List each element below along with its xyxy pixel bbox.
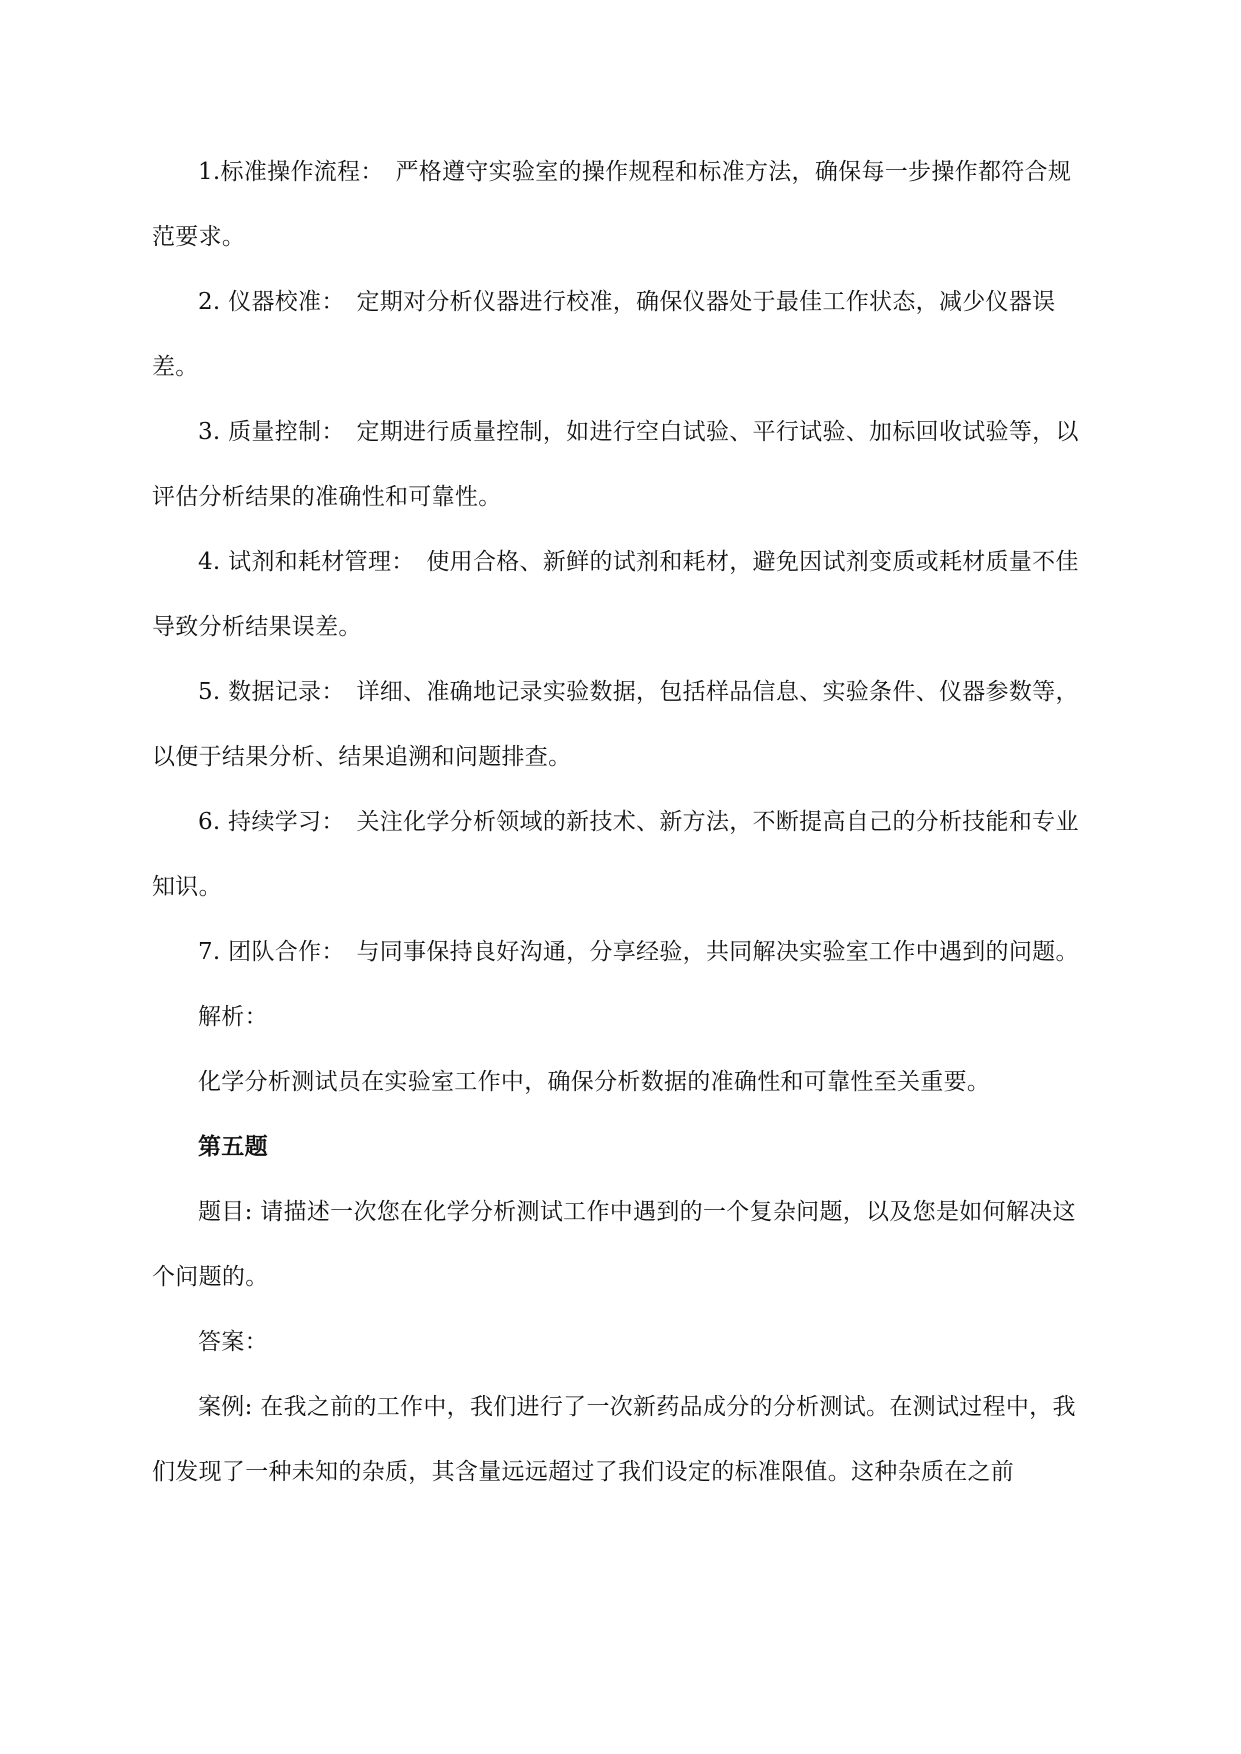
paragraph-reagent-management: 4. 试剂和耗材管理： 使用合格、新鲜的试剂和耗材，避免因试剂变质或耗材质量不佳导致分析结果误差。 bbox=[152, 549, 1079, 640]
paragraph-case: 案例: 在我之前的工作中，我们进行了一次新药品成分的分析测试。在测试过程中，我们发现了一种未知的杂质，其含量远远超过了我们设定的标准限值。这种杂质在之前 bbox=[152, 1394, 1076, 1485]
paragraph-data-recording: 5. 数据记录： 详细、准确地记录实验数据，包括样品信息、实验条件、仪器参数等，以便于结果分析、结果追溯和问题排查。 bbox=[152, 679, 1079, 770]
paragraph-continuous-learning: 6. 持续学习： 关注化学分析领域的新技术、新方法，不断提高自己的分析技能和专业知识。 bbox=[152, 809, 1079, 900]
paragraph-quality-control: 3. 质量控制： 定期进行质量控制，如进行空白试验、平行试验、加标回收试验等，以评估分析结果的准确性和可靠性。 bbox=[152, 419, 1079, 510]
paragraph-standard-procedure: 1.标准操作流程： 严格遵守实验室的操作规程和标准方法，确保每一步操作都符合规范要求。 bbox=[152, 159, 1072, 250]
paragraph-instrument-calibration: 2. 仪器校准： 定期对分析仪器进行校准，确保仪器处于最佳工作状态，减少仪器误差。 bbox=[152, 289, 1056, 380]
section-heading: 第五题 bbox=[198, 1134, 268, 1160]
paragraph-analysis-text: 化学分析测试员在实验室工作中，确保分析数据的准确性和可靠性至关重要。 bbox=[198, 1069, 991, 1095]
paragraph-analysis-label: 解析： bbox=[198, 1004, 268, 1030]
document-body bbox=[152, 140, 1092, 1505]
paragraph-question: 题目: 请描述一次您在化学分析测试工作中遇到的一个复杂问题，以及您是如何解决这个问题的。 bbox=[152, 1199, 1076, 1290]
paragraph-teamwork: 7. 团队合作： 与同事保持良好沟通，分享经验，共同解决实验室工作中遇到的问题。 bbox=[198, 939, 1079, 965]
paragraph-answer-label: 答案： bbox=[198, 1329, 268, 1355]
